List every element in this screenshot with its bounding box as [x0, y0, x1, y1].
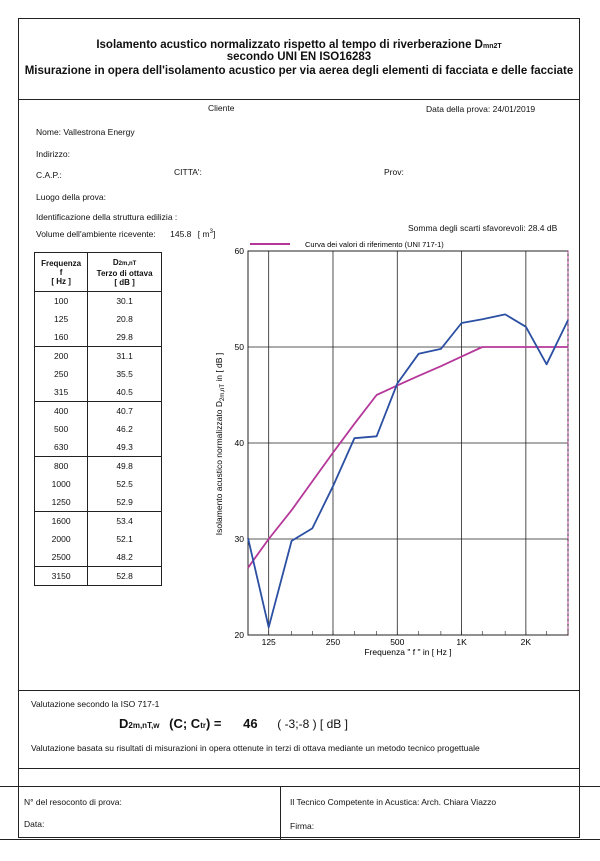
- frequency-cell: 500: [54, 424, 69, 434]
- table-row: [35, 530, 162, 548]
- level-cell: 49.8: [88, 457, 162, 476]
- y-tick-label: 20: [234, 630, 244, 640]
- cliente-label: Cliente: [208, 103, 235, 113]
- frequency-cell: 3150: [35, 567, 88, 586]
- x-tick-label: 1K: [456, 637, 467, 647]
- table-row: [35, 420, 162, 438]
- cap: C.A.P.:: [36, 170, 62, 180]
- table-row: [35, 292, 162, 311]
- table-row: [35, 457, 162, 476]
- evaluation-formula: D2m,nT,w (C; Ctr) = 46 ( -3;-8 ) [ dB ]: [119, 716, 348, 731]
- table-row: [35, 402, 162, 421]
- x-tick-label: 2K: [520, 637, 532, 647]
- x-tick-label: 500: [390, 637, 405, 647]
- evaluation-value: 46: [243, 716, 258, 731]
- footer-date: Data:: [24, 819, 45, 829]
- y-tick-label: 60: [234, 246, 244, 256]
- evaluation-note: Valutazione basata su risultati di misurazioni in opera ottenute in terzi di ottava mediante un metodo tecnico progettuale: [31, 743, 480, 753]
- frequency-cell: 250: [54, 369, 69, 379]
- level-cell: 52.8: [88, 567, 162, 586]
- frequency-cell: 1600: [35, 512, 88, 531]
- structure-id: Identificazione della struttura edilizia :: [36, 212, 178, 222]
- level-cell: 52.1: [88, 530, 162, 548]
- legend-label: Curva dei valori di riferimento (UNI 717-1): [305, 240, 444, 249]
- frequency-cell: 2000: [51, 534, 71, 544]
- frequency-cell: 1000: [51, 479, 71, 489]
- test-date: Data della prova: 24/01/2019: [426, 104, 536, 114]
- table-row: [35, 310, 162, 328]
- frequency-table: [34, 252, 162, 586]
- frequency-cell: 315: [54, 387, 69, 397]
- volume-row: Volume dell'ambiente ricevente: 145.8 [ $m^3$]: [36, 229, 216, 239]
- frequency-cell: 100: [54, 296, 69, 306]
- level-cell: 35.5: [88, 365, 162, 383]
- table-row: [35, 365, 162, 383]
- level-cell: 46.2: [88, 420, 162, 438]
- evaluation-box: [18, 690, 580, 769]
- frequency-cell: 160: [54, 332, 69, 342]
- frequency-cell: 400: [35, 402, 88, 421]
- y-tick-label: 30: [234, 534, 244, 544]
- city: CITTA':: [174, 167, 202, 177]
- y-tick-label: 40: [234, 438, 244, 448]
- frequency-cell: 125: [54, 314, 69, 324]
- evaluation-detail: ( -3;-8 ) [ dB ]: [277, 717, 348, 731]
- reference-series-line: [248, 347, 568, 568]
- report-header: [19, 19, 579, 100]
- report-title: Isolamento acustico normalizzato rispetto al tempo di riverberazione Dmn2T: [96, 39, 502, 51]
- client-name: Nome: Vallestrona Energy: [36, 127, 135, 137]
- province: Prov:: [384, 167, 404, 177]
- table-row: [35, 567, 162, 586]
- level-cell: 53.4: [88, 512, 162, 531]
- frequency-header: Frequenza f [ Hz ]: [35, 253, 88, 292]
- table-row: [35, 475, 162, 493]
- frequency-cell: 630: [54, 442, 69, 452]
- report-standard: secondo UNI EN ISO16283: [226, 51, 372, 63]
- address: Indirizzo:: [36, 149, 71, 159]
- table-row: [35, 347, 162, 366]
- measured-series-line: [248, 314, 568, 627]
- level-header: D2m,nT Terzo di ottava [ dB ]: [88, 253, 162, 292]
- level-cell: 52.9: [88, 493, 162, 512]
- frequency-cell: 1250: [51, 497, 71, 507]
- table-row: [35, 493, 162, 512]
- level-cell: 40.7: [88, 402, 162, 421]
- table-row: [35, 548, 162, 567]
- level-cell: 29.8: [88, 328, 162, 347]
- level-cell: 31.1: [88, 347, 162, 366]
- evaluation-title: Valutazione secondo la ISO 717-1: [31, 699, 160, 709]
- level-cell: 20.8: [88, 310, 162, 328]
- table-row: [35, 383, 162, 402]
- frequency-cell: 200: [35, 347, 88, 366]
- table-row: [35, 512, 162, 531]
- x-axis-label: Frequenza " f " in [ Hz ]: [364, 647, 452, 657]
- unfavourable-sum: Somma degli scarti sfavorevoli: 28.4 dB: [408, 223, 558, 233]
- x-tick-label: 125: [261, 637, 276, 647]
- footer: [0, 786, 600, 840]
- chart: [195, 236, 590, 666]
- table-row: [35, 438, 162, 457]
- frequency-cell: 2500: [51, 552, 71, 562]
- table-row: [35, 328, 162, 347]
- report-number: N° del resoconto di prova:: [24, 797, 122, 807]
- signature: Firma:: [290, 821, 315, 831]
- frequency-cell: 800: [35, 457, 88, 476]
- level-cell: 49.3: [88, 438, 162, 457]
- level-cell: 40.5: [88, 383, 162, 402]
- level-cell: 30.1: [88, 292, 162, 311]
- technician: Il Tecnico Competente in Acustica: Arch. Chiara Viazzo: [290, 797, 497, 807]
- y-axis-label: Isolamento acustico normalizzato $D_{2m,nT}$ in [ dB ]: [214, 352, 226, 536]
- test-location: Luogo della prova:: [36, 192, 106, 202]
- level-cell: 48.2: [88, 548, 162, 567]
- x-tick-label: 250: [325, 637, 341, 647]
- level-cell: 52.5: [88, 475, 162, 493]
- y-tick-label: 50: [234, 342, 244, 352]
- report-subtitle: Misurazione in opera dell'isolamento acustico per via aerea degli elementi di facciata e delle facciate: [24, 65, 574, 77]
